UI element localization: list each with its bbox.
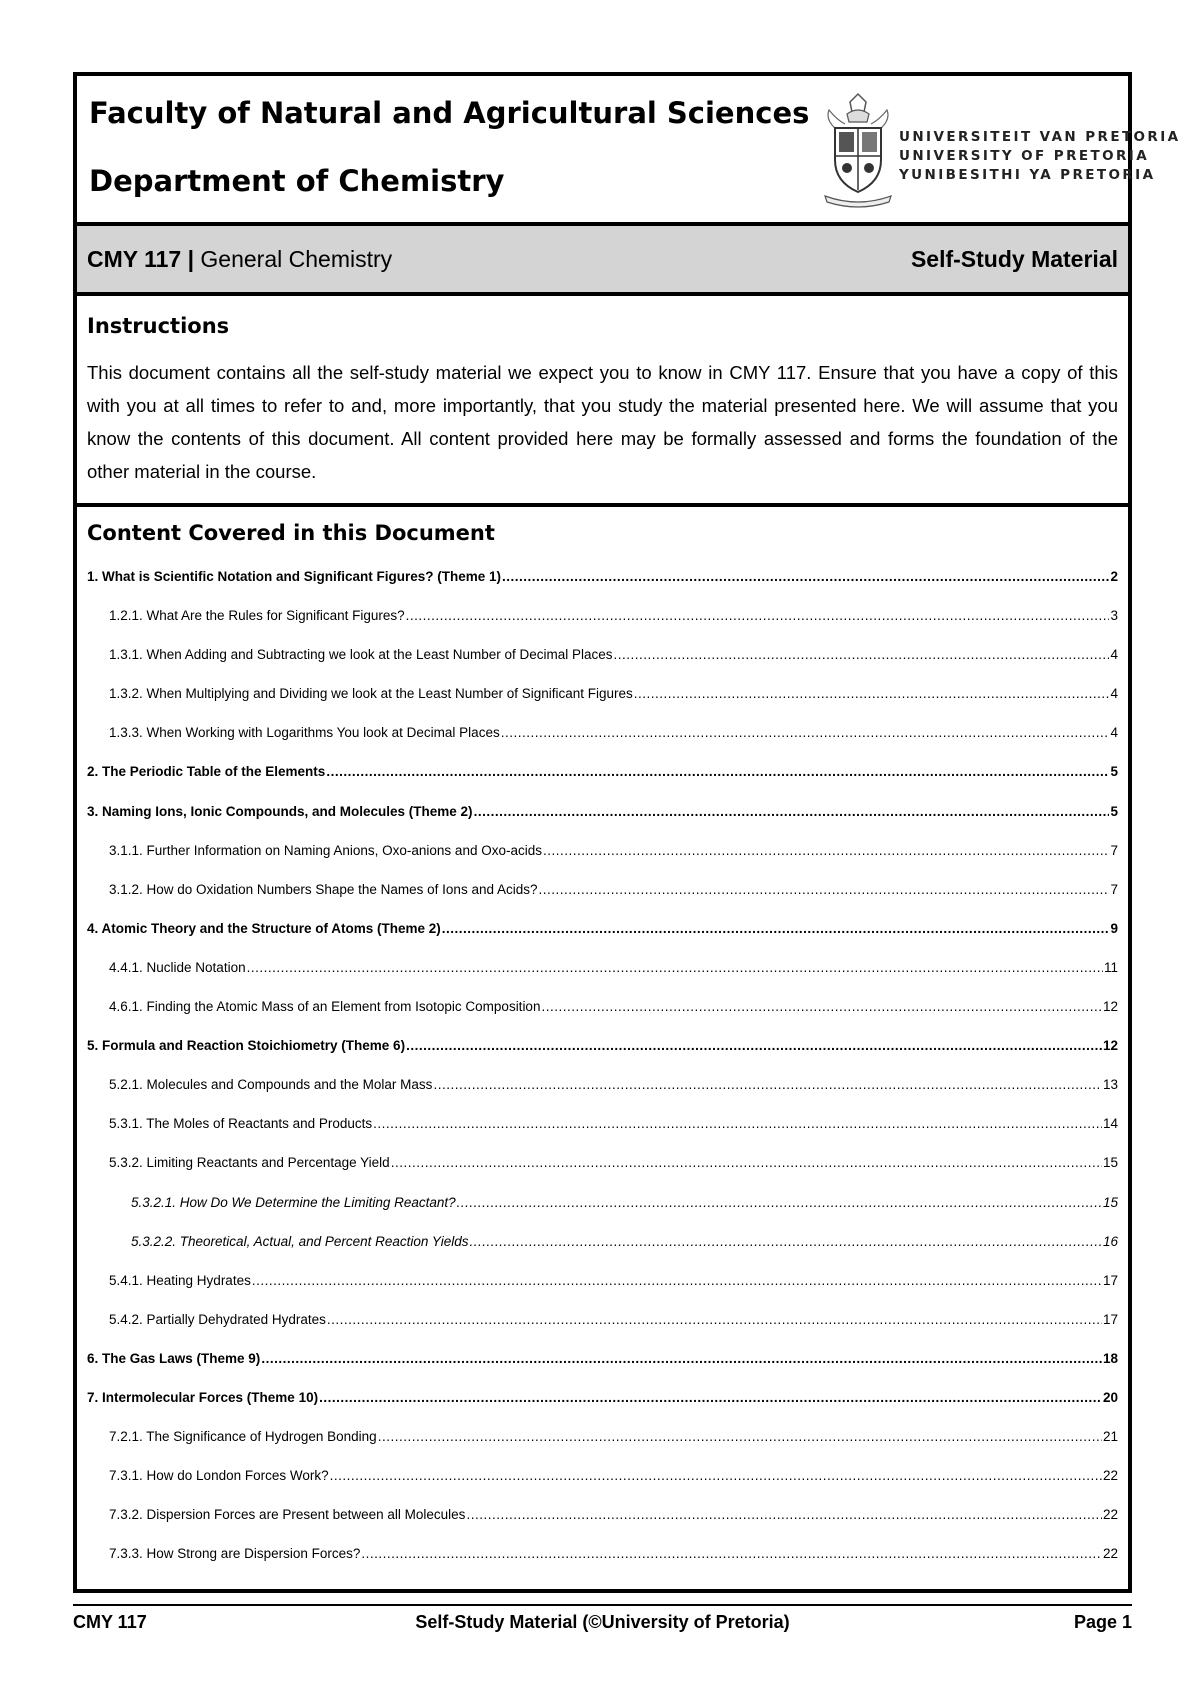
toc-entry-title: 7.3.3. How Strong are Dispersion Forces? <box>109 1546 361 1562</box>
toc-entry-title: 7.2.1. The Significance of Hydrogen Bonding <box>109 1429 377 1445</box>
toc-leader-dots <box>466 1507 1102 1522</box>
toc-entry-title: 5.4.1. Heating Hydrates <box>109 1272 251 1288</box>
contents-section <box>77 507 1128 1589</box>
toc-entry-page: 9 <box>1110 920 1118 936</box>
contents-heading: Content Covered in this Document <box>87 521 495 545</box>
toc-entry-page: 22 <box>1102 1507 1118 1523</box>
toc-entry[interactable] <box>87 1351 1118 1390</box>
toc-entry[interactable] <box>87 725 1118 764</box>
university-name-afrikaans: UNIVERSITEIT VAN PRETORIA <box>899 129 1181 145</box>
toc-entry-page: 17 <box>1102 1311 1118 1327</box>
toc-entry-title: 4.6.1. Finding the Atomic Mass of an Element from Isotopic Composition <box>109 999 541 1015</box>
toc-leader-dots <box>327 1312 1102 1327</box>
toc-entry[interactable] <box>87 1546 1118 1585</box>
toc-entry-title: 2. The Periodic Table of the Elements <box>87 764 326 780</box>
toc-entry-page: 16 <box>1102 1233 1118 1249</box>
toc-entry-title: 5.3.1. The Moles of Reactants and Products <box>109 1116 373 1132</box>
toc-entry-page: 18 <box>1102 1350 1118 1366</box>
university-crest-logo <box>817 90 899 208</box>
toc-entry[interactable] <box>87 1155 1118 1194</box>
toc-leader-dots <box>261 1351 1102 1366</box>
toc-entry[interactable] <box>87 1312 1118 1351</box>
toc-entry[interactable] <box>87 1077 1118 1116</box>
toc-entry[interactable] <box>87 1468 1118 1507</box>
toc-leader-dots <box>391 1155 1102 1170</box>
toc-entry-title: 1.3.3. When Working with Logarithms You look at Decimal Places <box>109 725 500 741</box>
toc-leader-dots <box>469 1234 1102 1249</box>
toc-entry[interactable] <box>87 999 1118 1038</box>
toc-entry-page: 7 <box>1110 881 1118 897</box>
footer-page-number: Page 1 <box>1073 1612 1132 1632</box>
toc-leader-dots <box>541 999 1102 1014</box>
footer-copyright: Self-Study Material (©University of Pretoria) <box>415 1612 790 1632</box>
university-name-block <box>899 128 1181 185</box>
toc-entry-page: 13 <box>1102 1077 1118 1093</box>
toc-leader-dots <box>252 1273 1102 1288</box>
instructions-section <box>77 296 1128 507</box>
toc-entry-page: 22 <box>1102 1468 1118 1484</box>
course-title <box>87 246 392 273</box>
toc-entry-title: 3. Naming Ions, Ionic Compounds, and Molecules (Theme 2) <box>87 803 473 819</box>
toc-entry-title: 6. The Gas Laws (Theme 9) <box>87 1350 261 1366</box>
toc-leader-dots <box>406 608 1110 623</box>
toc-entry-page: 12 <box>1102 999 1118 1015</box>
toc-entry-page: 4 <box>1110 725 1118 741</box>
toc-entry[interactable] <box>87 764 1118 803</box>
toc-leader-dots <box>247 960 1103 975</box>
toc-entry-title: 5. Formula and Reaction Stoichiometry (Theme 6) <box>87 1038 406 1054</box>
faculty-title: Faculty of Natural and Agricultural Sciences <box>89 96 810 130</box>
toc-entry-page: 15 <box>1102 1155 1118 1171</box>
toc-entry-page: 15 <box>1102 1194 1118 1210</box>
toc-entry-page: 11 <box>1103 959 1118 975</box>
toc-leader-dots <box>539 882 1110 897</box>
course-separator: | <box>181 246 201 272</box>
course-code: CMY 117 <box>87 246 182 272</box>
toc-entry-title: 3.1.2. How do Oxidation Numbers Shape the Names of Ions and Acids? <box>109 881 538 897</box>
toc-entry-page: 3 <box>1110 608 1118 624</box>
toc-leader-dots <box>330 1468 1102 1483</box>
toc-entry-title: 3.1.1. Further Information on Naming Anions, Oxo-anions and Oxo-acids <box>109 842 542 858</box>
toc-entry[interactable] <box>87 1195 1118 1234</box>
footer-course-code: CMY 117 <box>73 1612 147 1632</box>
toc-entry-page: 20 <box>1102 1389 1118 1405</box>
toc-entry[interactable] <box>87 882 1118 921</box>
toc-entry[interactable] <box>87 1429 1118 1468</box>
toc-entry-page: 17 <box>1102 1272 1118 1288</box>
toc-entry[interactable] <box>87 1234 1118 1273</box>
toc-entry-page: 22 <box>1102 1546 1118 1562</box>
toc-leader-dots <box>502 569 1109 584</box>
toc-entry-title: 1. What is Scientific Notation and Significant Figures? (Theme 1) <box>87 569 502 584</box>
toc-leader-dots <box>361 1546 1102 1561</box>
toc-entry[interactable] <box>87 608 1118 647</box>
toc-entry-title: 5.2.1. Molecules and Compounds and the Molar Mass <box>109 1077 433 1093</box>
toc-leader-dots <box>319 1390 1102 1405</box>
university-name-english: UNIVERSITY OF PRETORIA <box>899 148 1150 164</box>
toc-entry-page: 2 <box>1110 569 1118 584</box>
toc-entry-page: 12 <box>1102 1038 1118 1054</box>
toc-entry-title: 5.4.2. Partially Dehydrated Hydrates <box>109 1311 326 1327</box>
toc-entry[interactable] <box>87 686 1118 725</box>
toc-leader-dots <box>326 764 1109 779</box>
toc-entry-page: 14 <box>1102 1116 1118 1132</box>
toc-entry[interactable] <box>87 843 1118 882</box>
toc-entry[interactable] <box>87 960 1118 999</box>
toc-leader-dots <box>501 725 1110 740</box>
toc-leader-dots <box>634 686 1110 701</box>
toc-leader-dots <box>406 1038 1102 1053</box>
toc-entry-title: 5.3.2.1. How Do We Determine the Limiting Reactant? <box>131 1194 456 1210</box>
department-title: Department of Chemistry <box>89 164 505 198</box>
toc-entry-page: 7 <box>1110 842 1118 858</box>
toc-entry[interactable] <box>87 1273 1118 1312</box>
table-of-contents <box>87 569 1118 1585</box>
toc-entry-page: 5 <box>1110 764 1118 780</box>
toc-entry-title: 4. Atomic Theory and the Structure of Atoms (Theme 2) <box>87 920 441 936</box>
toc-entry[interactable] <box>87 1390 1118 1429</box>
university-name-sepedi: YUNIBESITHI YA PRETORIA <box>899 167 1156 183</box>
toc-entry-page: 4 <box>1110 647 1118 663</box>
toc-entry[interactable] <box>87 647 1118 686</box>
toc-entry-page: 4 <box>1110 686 1118 702</box>
material-type: Self-Study Material <box>910 246 1118 272</box>
toc-leader-dots <box>543 843 1110 858</box>
toc-entry[interactable] <box>87 1507 1118 1546</box>
course-name: General Chemistry <box>200 246 393 272</box>
toc-leader-dots <box>378 1429 1102 1444</box>
toc-entry[interactable] <box>87 1038 1118 1077</box>
toc-entry[interactable] <box>87 804 1118 843</box>
toc-leader-dots <box>373 1116 1102 1131</box>
instructions-heading: Instructions <box>87 314 230 338</box>
toc-entry[interactable] <box>87 1116 1118 1155</box>
toc-leader-dots <box>442 921 1110 936</box>
course-bar <box>77 226 1128 296</box>
toc-entry[interactable] <box>87 569 1118 608</box>
toc-entry-title: 1.3.1. When Adding and Subtracting we look at the Least Number of Decimal Places <box>109 647 613 663</box>
toc-leader-dots <box>614 647 1110 662</box>
toc-entry-title: 7.3.1. How do London Forces Work? <box>109 1468 329 1484</box>
toc-leader-dots <box>474 804 1110 819</box>
toc-entry-title: 7. Intermolecular Forces (Theme 10) <box>87 1389 319 1405</box>
toc-entry-title: 5.3.2. Limiting Reactants and Percentage Yield <box>109 1155 390 1171</box>
toc-entry-title: 1.2.1. What Are the Rules for Significant Figures? <box>109 608 405 624</box>
toc-entry-title: 1.3.2. When Multiplying and Dividing we look at the Least Number of Significant Figures <box>109 686 633 702</box>
toc-entry-title: 5.3.2.2. Theoretical, Actual, and Percent Reaction Yields <box>131 1233 469 1249</box>
toc-entry-page: 5 <box>1110 803 1118 819</box>
footer-divider <box>73 1604 1132 1606</box>
page-header <box>77 76 1181 226</box>
page-footer <box>73 1612 1132 1636</box>
toc-leader-dots <box>457 1195 1102 1210</box>
toc-entry[interactable] <box>87 921 1118 960</box>
instructions-text: This document contains all the self-study material we expect you to know in CMY 117. Ensure that you have a copy of this with you at all times to refer to and, more importantly, that you study the material presented here. We will assume that you know the contents of this document. All content provided here may be formally assessed and forms the foundation of the other material in the course. <box>87 362 1118 482</box>
toc-leader-dots <box>433 1077 1102 1092</box>
toc-entry-title: 7.3.2. Dispersion Forces are Present between all Molecules <box>109 1507 466 1523</box>
toc-entry-page: 21 <box>1102 1429 1118 1445</box>
document-frame <box>73 72 1181 1593</box>
toc-entry-title: 4.4.1. Nuclide Notation <box>109 959 246 975</box>
